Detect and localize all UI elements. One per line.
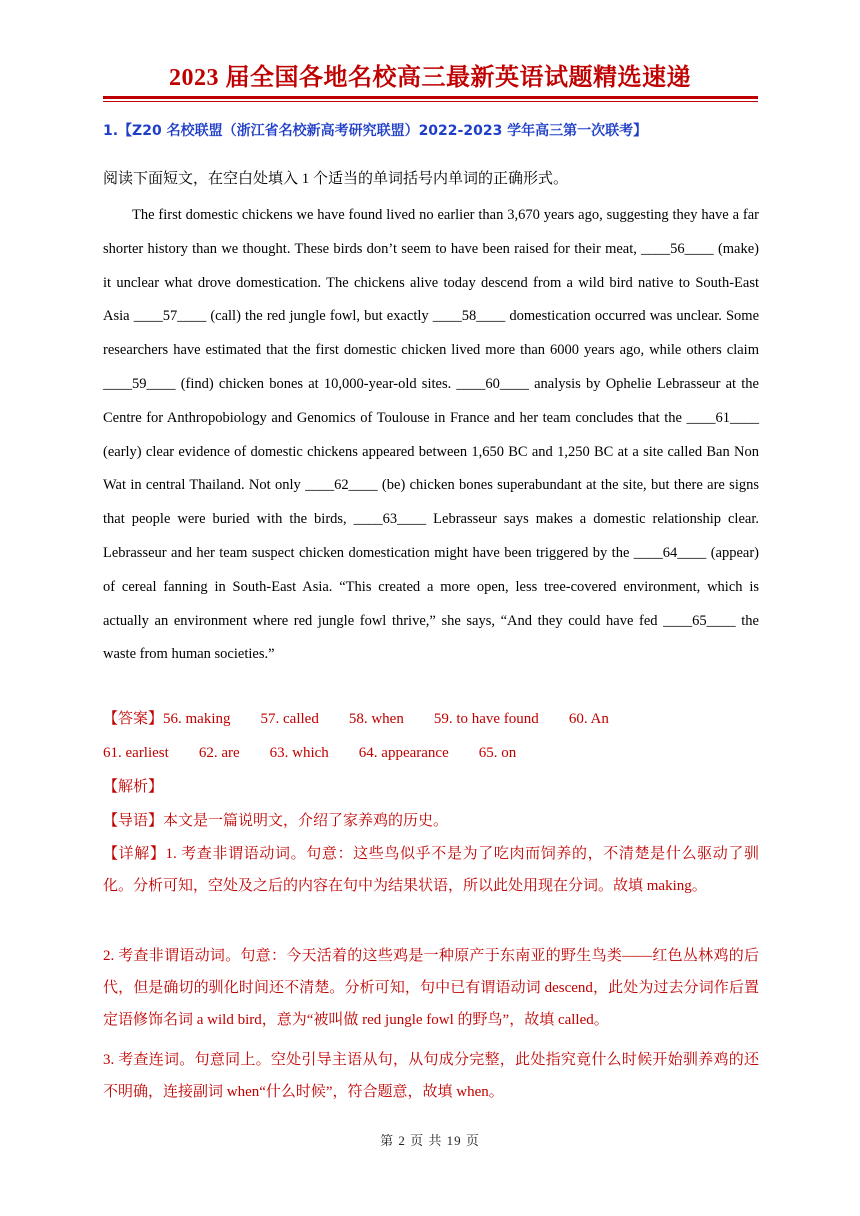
answer-label: 【答案】 [103,711,164,727]
answer-item: 57. called [260,711,319,727]
answer-item: 61. earliest [103,745,169,761]
page-header-title: 2023 届全国各地名校高三最新英语试题精选速递 [169,65,691,91]
answer-row-2 [103,742,546,764]
answer-item: 65. on [478,745,517,761]
answer-item: 62. are [198,745,240,761]
answer-item: 64. appearance [358,745,449,761]
page-number-footer: 第 2 页 共 19 页 [380,1133,480,1148]
answer-item: 56. making [163,711,231,727]
answer-item: 58. when [348,711,404,727]
answer-row-1 [103,708,639,730]
detail-3: 3. 考查连词。句意同上。空处引导主语从句，从句成分完整，此处指究竟什么时候开始驯养鸡的还不明确，连接副词 when“什么时候”，符合题意，故填 when。 [103,1052,759,1100]
reading-passage [103,199,759,672]
header-rule-thick [103,96,758,99]
guide-text: 【导语】本文是一篇说明文，介绍了家养鸡的历史。 [103,813,449,829]
question-title: 1.【Z20 名校联盟（浙江省名校新高考研究联盟）2022-2023 学年高三第一次联考】 [103,123,648,139]
detail-1: 【详解】1. 考查非谓语动词。句意：这些鸟似乎不是为了吃肉而饲养的，不清楚是什么驱动了驯化。分析可知，空处及之后的内容在句中为结果状语，所以此处用现在分词。故填 making。 [103,846,759,894]
answer-item: 60. An [568,711,609,727]
question-instruction: 阅读下面短文，在空白处填入 1 个适当的单词括号内单词的正确形式。 [103,171,569,187]
answer-item: 59. to have found [433,711,539,727]
analysis-label: 【解析】 [103,779,164,795]
header-rule-thin [103,101,758,102]
passage-text: The first domestic chickens we have found lived no earlier than 3,670 years ago, suggesting they have a far shorter history than we thought. These birds don’t seem to have been raised for their meat, ____56____ (make) it unclear what drove domestication. The chickens alive today descend from a wild bird native to South-East Asia ____57____ (call) the red jungle fowl, but exactly ____58____ domestication occurred was unclear. Some researchers have estimated that the first domestic chicken lived more than 6000 years ago, while others claim ____59____ (find) chicken bones at 10,000-year-old sites. ____60____ analysis by Ophelie Lebrasseur at the Centre for Anthropobiology and Genomics of Toulouse in France and her team concludes that the ____61____ (early) clear evidence of domestic chickens appeared between 1,650 BC and 1,250 BC at a site called Ban Non Wat in central Thailand. Not only ____62____ (be) chicken bones superabundant at the site, but there are signs that people were buried with the birds, ____63____ Lebrasseur says makes a domestic relationship clear. Lebrasseur and her team suspect chicken domestication might have been triggered by the ____64____ (appear) of cereal fanning in South-East Asia. “This created a more open, less tree-covered environment, which is actually an environment where red jungle fowl thrive,” she says, “And they could have fed ____65____ the waste from human societies.” [103,207,759,663]
detail-2: 2. 考查非谓语动词。句意：今天活着的这些鸡是一种原产于东南亚的野生鸟类——红色丛林鸡的后代，但是确切的驯化时间还不清楚。分析可知，句中已有谓语动词 descend，此处为过去分词作后置定语修饰名词 a wild bird，意为“被叫做 red jungle fowl 的野鸟”，故填 called。 [103,948,759,1028]
answer-item: 63. which [269,745,329,761]
